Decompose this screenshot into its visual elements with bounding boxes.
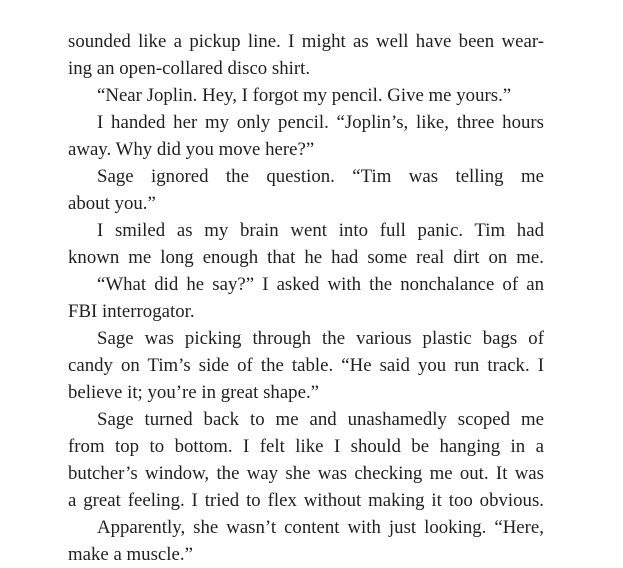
text-line: away. Why did you move here?”: [68, 139, 315, 160]
text-line: believe it; you’re in great shape.”: [68, 382, 320, 403]
text-line: known me long enough that he had some real dirt on me.: [68, 247, 544, 268]
text-line: a great feeling. I tried to flex without making it too obvious.: [68, 490, 544, 511]
text-line: I smiled as my brain went into full panic. Tim had: [97, 220, 544, 241]
text-line: “Near Joplin. Hey, I forgot my pencil. Give me yours.”: [97, 85, 512, 106]
text-line: sounded like a pickup line. I might as well have been wear-: [68, 31, 544, 52]
text-line: ing an open-collared disco shirt.: [68, 58, 311, 79]
text-line: I handed her my only pencil. “Joplin’s, like, three hours: [97, 112, 544, 133]
text-line: butcher’s window, the way she was checking me out. It was: [68, 463, 544, 484]
text-line: “What did he say?” I asked with the nonchalance of an: [97, 274, 544, 295]
text-line: Apparently, she wasn’t content with just looking. “Here,: [97, 517, 544, 538]
page-text: [68, 28, 544, 568]
text-line: Sage ignored the question. “Tim was telling me: [97, 166, 544, 187]
text-line: candy on Tim’s side of the table. “He said you run track. I: [68, 355, 544, 376]
text-line: Sage was picking through the various plastic bags of: [97, 328, 544, 349]
text-line: make a muscle.”: [68, 544, 193, 565]
text-line: Sage turned back to me and unashamedly scoped me: [97, 409, 544, 430]
text-line: from top to bottom. I felt like I should be hanging in a: [68, 436, 544, 457]
text-line: about you.”: [68, 193, 156, 214]
text-line: FBI interrogator.: [68, 301, 195, 322]
